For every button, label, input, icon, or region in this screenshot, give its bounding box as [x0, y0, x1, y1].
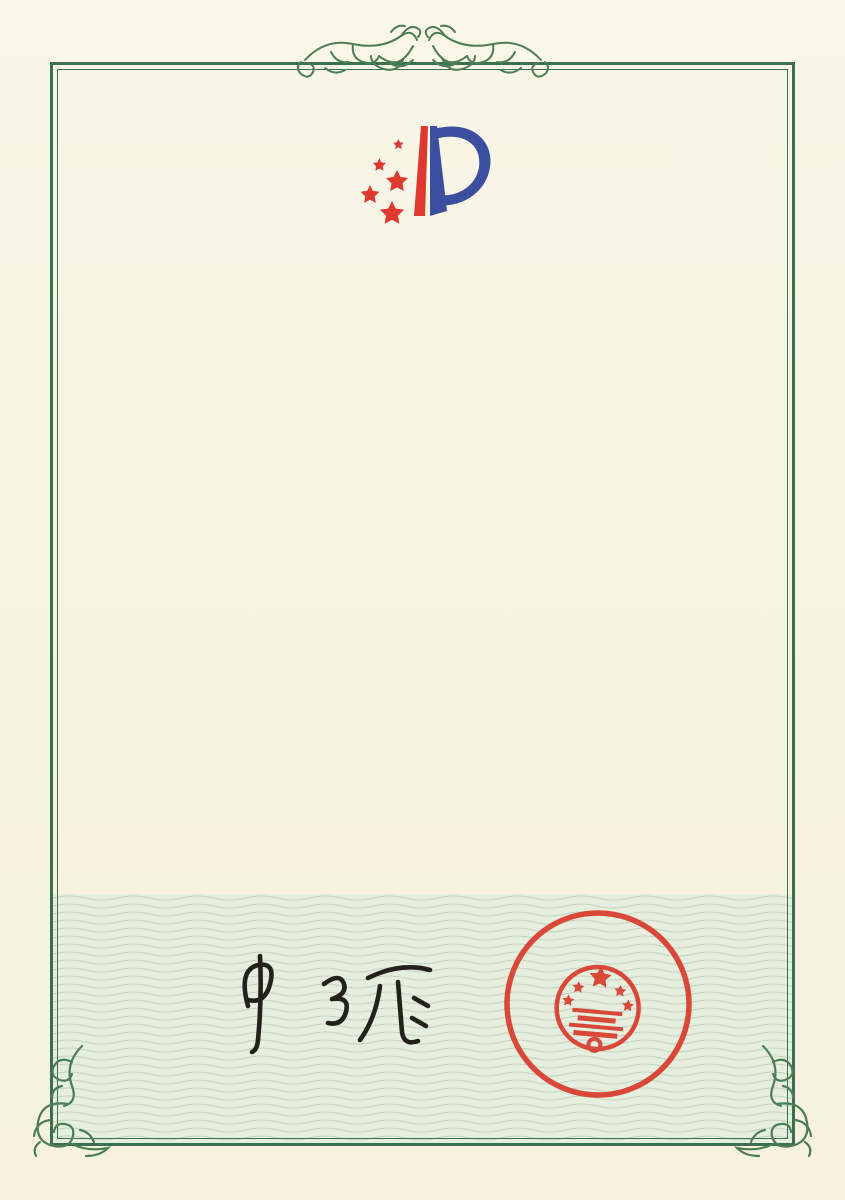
- corner-flourish-icon: [20, 1042, 118, 1160]
- qr-code: [672, 128, 766, 222]
- corner-flourish-icon: [727, 1042, 825, 1160]
- director-signature: [218, 948, 446, 1060]
- field-row-patent-no: [82, 463, 209, 485]
- official-seal: [492, 898, 704, 1110]
- field-row-inventor: [82, 410, 209, 432]
- field-row-address: [82, 622, 209, 644]
- barcode: [100, 928, 318, 945]
- field-row-patentee: [82, 569, 209, 591]
- national-emblem-icon: [553, 963, 642, 1055]
- field-row-name: [82, 357, 209, 379]
- field-row-filing-date: [82, 516, 209, 538]
- dragon-ornament: [295, 12, 551, 84]
- cnipa-logo-icon: [342, 113, 522, 235]
- field-row-grant: [82, 674, 290, 696]
